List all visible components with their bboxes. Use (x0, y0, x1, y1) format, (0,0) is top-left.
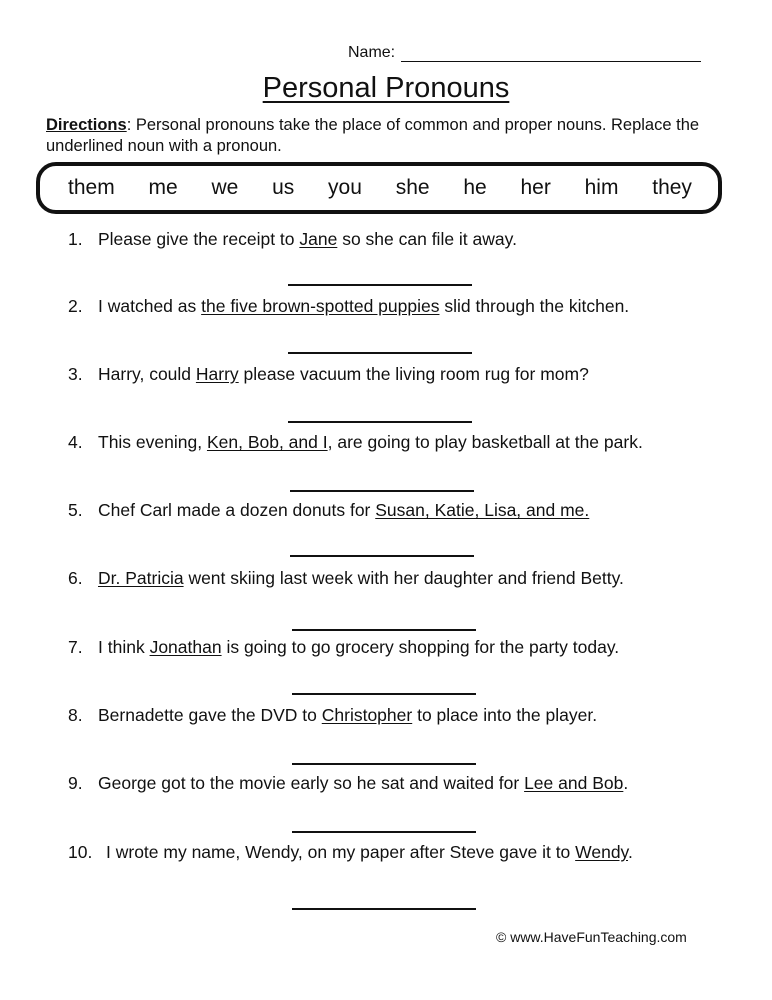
answer-line-7[interactable] (292, 693, 476, 695)
question-text-after: . (628, 842, 633, 862)
underlined-noun: Christopher (321, 705, 413, 725)
question-number: 3. (68, 364, 83, 384)
underlined-noun: Jonathan (149, 637, 222, 657)
word-bank-item: him (584, 176, 619, 199)
question-3 (68, 364, 589, 385)
underlined-noun: Wendy (575, 842, 629, 862)
word-bank-item: we (211, 176, 239, 199)
question-text-before: I wrote my name, Wendy, on my paper after Steve gave it to (106, 842, 576, 862)
word-bank-item: you (328, 176, 362, 199)
question-number: 7. (68, 637, 83, 657)
copyright-footer: © www.HaveFunTeaching.com (496, 929, 687, 945)
underlined-noun: the five brown-spotted puppies (201, 296, 440, 316)
word-bank-item: us (272, 176, 295, 199)
answer-line-4[interactable] (290, 490, 474, 492)
word-bank-item: her (520, 176, 551, 199)
underlined-noun: Lee and Bob (524, 773, 624, 793)
answer-line-8[interactable] (292, 763, 476, 765)
answer-line-3[interactable] (288, 421, 472, 423)
name-input-line[interactable] (401, 45, 701, 62)
name-label: Name: (348, 44, 396, 61)
question-text-before: Bernadette gave the DVD to (98, 705, 322, 725)
word-bank-item: me (148, 176, 178, 199)
question-7 (68, 637, 619, 658)
question-text-after: slid through the kitchen. (439, 296, 630, 316)
question-number: 4. (68, 432, 83, 452)
answer-line-2[interactable] (288, 352, 472, 354)
question-text-before: I watched as (98, 296, 202, 316)
answer-line-1[interactable] (288, 284, 472, 286)
question-text-after: is going to go grocery shopping for the party today. (221, 637, 620, 657)
question-text-before: This evening, (98, 432, 207, 452)
word-bank-item: he (463, 176, 487, 199)
underlined-noun: Harry (195, 364, 239, 384)
word-bank (36, 162, 722, 214)
question-text-before: Harry, could (98, 364, 196, 384)
question-text-before: Please give the receipt to (98, 229, 300, 249)
question-text-after: went skiing last week with her daughter and friend Betty. (183, 568, 624, 588)
question-number: 9. (68, 773, 83, 793)
name-field (348, 44, 701, 62)
question-4 (68, 432, 643, 453)
question-text-before: Chef Carl made a dozen donuts for (98, 500, 376, 520)
question-5 (68, 500, 589, 521)
question-text-after: please vacuum the living room rug for mom? (238, 364, 589, 384)
question-2 (68, 296, 629, 317)
question-number: 1. (68, 229, 83, 249)
answer-line-9[interactable] (292, 831, 476, 833)
directions (46, 115, 736, 157)
word-bank-item: they (652, 176, 692, 199)
word-bank-item: she (395, 176, 430, 199)
question-number: 5. (68, 500, 83, 520)
underlined-noun: Jane (299, 229, 338, 249)
question-6 (68, 568, 624, 589)
question-text-before: I think (98, 637, 150, 657)
underlined-noun: Dr. Patricia (98, 568, 184, 588)
question-number: 2. (68, 296, 83, 316)
question-10 (68, 842, 633, 863)
page-title: Personal Pronouns (262, 72, 510, 104)
underlined-noun: Susan, Katie, Lisa, and me. (375, 500, 590, 520)
underlined-noun: Ken, Bob, and I (206, 432, 328, 452)
answer-line-5[interactable] (290, 555, 474, 557)
question-text-after: to place into the player. (412, 705, 598, 725)
directions-label: Directions (46, 116, 127, 134)
question-text-after: so she can file it away. (337, 229, 517, 249)
question-text-after: , are going to play basketball at the park. (327, 432, 643, 452)
question-1 (68, 229, 517, 250)
answer-line-10[interactable] (292, 908, 476, 910)
question-number: 10. (68, 842, 93, 862)
question-9 (68, 773, 628, 794)
word-bank-item: them (68, 176, 115, 199)
directions-text: : Personal pronouns take the place of common and proper nouns. Replace the underlined noun with a pronoun. (46, 116, 700, 155)
question-text-after: . (623, 773, 629, 793)
question-8 (68, 705, 597, 726)
answer-line-6[interactable] (292, 629, 476, 631)
question-text-before: George got to the movie early so he sat and waited for (98, 773, 525, 793)
question-number: 8. (68, 705, 83, 725)
question-number: 6. (68, 568, 83, 588)
